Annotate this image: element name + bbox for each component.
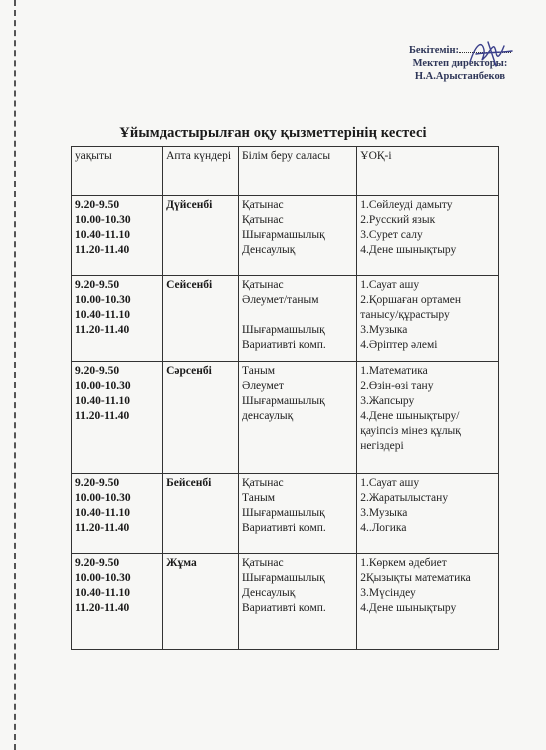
activity-item: 3.Музыка bbox=[360, 507, 408, 519]
area-spacer bbox=[242, 308, 353, 323]
schedule-table bbox=[71, 146, 499, 650]
time-slot: 9.20-9.50 bbox=[75, 477, 120, 489]
area-cell bbox=[239, 196, 357, 276]
time-slot: 9.20-9.50 bbox=[75, 279, 120, 291]
activity-item: 4.Дене шынықтыру/қауіпсіз мінез құлық негіздері bbox=[360, 410, 461, 452]
activity-item: 2Қызықты математика bbox=[360, 572, 471, 584]
time-slot: 11.20-11.40 bbox=[75, 410, 130, 422]
area-item: Шығармашылық bbox=[242, 572, 325, 584]
header-area: Білім беру саласы bbox=[239, 147, 357, 196]
time-slot: 11.20-11.40 bbox=[75, 324, 130, 336]
time-slot: 11.20-11.40 bbox=[75, 244, 130, 256]
area-item: Әлеумет/таным bbox=[242, 294, 319, 306]
page-title: Ұйымдастырылған оқу қызметтерінің кестесі bbox=[119, 125, 427, 141]
area-item: Шығармашылық bbox=[242, 229, 325, 241]
time-slot: 10.40-11.10 bbox=[75, 507, 130, 519]
area-item: Әлеумет bbox=[242, 380, 284, 392]
activity-item: 1.Сауат ашу bbox=[360, 477, 420, 489]
activity-item: 2.Өзін-өзі тану bbox=[360, 380, 434, 392]
time-slot: 10.40-11.10 bbox=[75, 587, 130, 599]
area-cell bbox=[239, 554, 357, 650]
area-item: Денсаулық bbox=[242, 244, 296, 256]
time-slot: 10.00-10.30 bbox=[75, 572, 131, 584]
header-activity: ҰОҚ-і bbox=[357, 147, 499, 196]
activity-cell bbox=[357, 474, 499, 554]
time-cell bbox=[72, 276, 163, 362]
area-cell bbox=[239, 474, 357, 554]
activity-item: 3.Мүсіндеу bbox=[360, 587, 416, 599]
table-row bbox=[72, 362, 499, 474]
area-item: Вариативті комп. bbox=[242, 339, 326, 351]
time-cell bbox=[72, 362, 163, 474]
handwritten-signature bbox=[466, 36, 514, 70]
approval-label: Бекітемін: bbox=[408, 45, 459, 56]
activity-item: 1.Сауат ашу bbox=[360, 279, 420, 291]
activity-item: 2.Қоршаған ортамен танысу/құрастыру bbox=[360, 294, 462, 321]
area-item: Шығармашылық bbox=[242, 507, 325, 519]
activity-item: 1.Сөйлеуді дамыту bbox=[360, 199, 453, 211]
time-slot: 9.20-9.50 bbox=[75, 365, 120, 377]
time-slot: 10.00-10.30 bbox=[75, 214, 131, 226]
day-cell: Бейсенбі bbox=[163, 474, 239, 554]
area-item: денсаулық bbox=[242, 410, 294, 422]
time-slot: 9.20-9.50 bbox=[75, 557, 120, 569]
activity-item: 4..Логика bbox=[360, 522, 407, 534]
area-item: Қатынас bbox=[242, 557, 284, 569]
header-time: уақыты bbox=[72, 147, 163, 196]
approval-line-2: Мектеп директоры: bbox=[412, 58, 508, 69]
day-cell: Сәрсенбі bbox=[163, 362, 239, 474]
area-item: Вариативті комп. bbox=[242, 602, 326, 614]
time-cell bbox=[72, 474, 163, 554]
table-header-row bbox=[72, 147, 499, 196]
activity-item: 4.Дене шынықтыру bbox=[360, 244, 457, 256]
area-item: Қатынас bbox=[242, 214, 284, 226]
time-slot: 10.40-11.10 bbox=[75, 229, 130, 241]
day-cell: Дүйсенбі bbox=[163, 196, 239, 276]
day-cell: Сейсенбі bbox=[163, 276, 239, 362]
day-cell: Жұма bbox=[163, 554, 239, 650]
area-cell bbox=[239, 276, 357, 362]
area-item: Вариативті комп. bbox=[242, 522, 326, 534]
time-slot: 10.40-11.10 bbox=[75, 395, 130, 407]
activity-item: 3.Сурет салу bbox=[360, 229, 423, 241]
table-row bbox=[72, 474, 499, 554]
time-slot: 10.00-10.30 bbox=[75, 294, 131, 306]
time-cell bbox=[72, 196, 163, 276]
area-item: Қатынас bbox=[242, 279, 284, 291]
activity-cell bbox=[357, 196, 499, 276]
binding-edge bbox=[14, 0, 17, 750]
area-item: Денсаулық bbox=[242, 587, 296, 599]
activity-cell bbox=[357, 362, 499, 474]
area-item: Шығармашылық bbox=[242, 395, 325, 407]
activity-cell bbox=[357, 276, 499, 362]
activity-item: 3.Жапсыру bbox=[360, 395, 415, 407]
approval-line-3: Н.А.Арыстанбеков bbox=[414, 71, 506, 82]
header-day: Апта күндері bbox=[163, 147, 239, 196]
time-slot: 11.20-11.40 bbox=[75, 602, 130, 614]
time-slot: 9.20-9.50 bbox=[75, 199, 120, 211]
time-slot: 11.20-11.40 bbox=[75, 522, 130, 534]
activity-item: 2.Русский язык bbox=[360, 214, 436, 226]
activity-cell bbox=[357, 554, 499, 650]
time-slot: 10.40-11.10 bbox=[75, 309, 130, 321]
area-item: Қатынас bbox=[242, 199, 284, 211]
table-row bbox=[72, 196, 499, 276]
time-slot: 10.00-10.30 bbox=[75, 380, 131, 392]
area-cell bbox=[239, 362, 357, 474]
area-item: Таным bbox=[242, 492, 276, 504]
activity-item: 4.Әріптер әлемі bbox=[360, 339, 438, 351]
activity-item: 2.Жаратылыстану bbox=[360, 492, 449, 504]
area-item: Қатынас bbox=[242, 477, 284, 489]
time-slot: 10.00-10.30 bbox=[75, 492, 131, 504]
area-item: Шығармашылық bbox=[242, 324, 325, 336]
area-item: Таным bbox=[242, 365, 276, 377]
table-row bbox=[72, 276, 499, 362]
table-row bbox=[72, 554, 499, 650]
activity-item: 4.Дене шынықтыру bbox=[360, 602, 457, 614]
activity-item: 1.Көркем әдебиет bbox=[360, 557, 447, 569]
activity-item: 1.Математика bbox=[360, 365, 428, 377]
activity-item: 3.Музыка bbox=[360, 324, 408, 336]
time-cell bbox=[72, 554, 163, 650]
